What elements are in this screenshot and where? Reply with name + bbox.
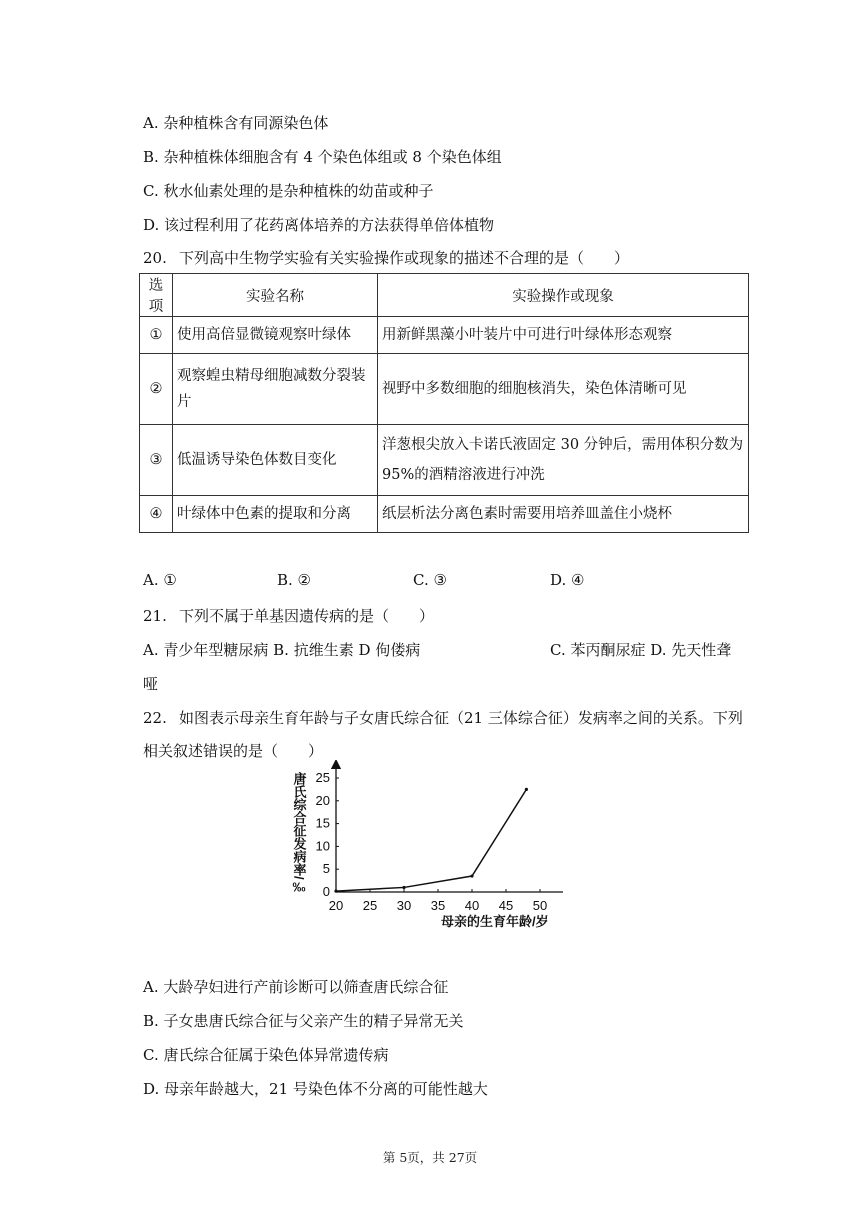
chart-x-tick-label: 25	[362, 898, 378, 913]
q20-option-c: C. ③	[413, 571, 447, 589]
q22-option-b: B. 子女患唐氏综合征与父亲产生的精子异常无关	[143, 1012, 464, 1030]
chart-x-tick-label: 30	[396, 898, 412, 913]
table-header-name: 实验名称	[173, 274, 378, 317]
chart-x-tick-label: 40	[464, 898, 480, 913]
table-cell-name: 使用高倍显微镜观察叶绿体	[173, 317, 378, 354]
chart-x-tick-label: 20	[328, 898, 344, 913]
table-cell-name: 观察蝗虫精母细胞减数分裂装片	[173, 354, 378, 425]
chart-x-tick-label: 50	[532, 898, 548, 913]
table-cell-option: ②	[140, 354, 173, 425]
chart-y-tick-label: 0	[322, 884, 330, 899]
chart-data-point	[334, 889, 337, 892]
table-row	[140, 354, 749, 425]
q22-stem: 如图表示母亲生育年龄与子女唐氏综合征（21 三体综合征）发病率之间的关系。下列	[179, 709, 743, 727]
chart-data-point	[470, 874, 473, 877]
chart-data-point	[525, 788, 528, 791]
table-header-option: 选项	[140, 274, 173, 317]
q21-stem: 下列不属于单基因遗传病的是（ ）	[179, 607, 435, 625]
table-cell-operation: 用新鲜黑藻小叶装片中可进行叶绿体形态观察	[378, 317, 749, 354]
q20-table	[139, 273, 749, 533]
q21-number: 21.	[143, 607, 167, 625]
chart-y-tick-label: 15	[315, 815, 330, 831]
chart-y-axis-label: 唐氏综合征发病率/‰	[291, 772, 307, 895]
q20-option-d: D. ④	[550, 571, 585, 589]
q19-option-b: B. 杂种植株体细胞含有 4 个染色体组或 8 个染色体组	[143, 148, 502, 166]
q22-stem-line-2: 相关叙述错误的是（ ）	[143, 742, 324, 760]
chart-series-line	[336, 789, 526, 891]
chart-axes	[336, 764, 563, 892]
chart-y-tick-label: 10	[315, 838, 330, 854]
table-header-row	[140, 274, 749, 317]
chart-data-point	[402, 886, 405, 889]
q20-number: 20.	[143, 249, 167, 267]
table-cell-operation: 视野中多数细胞的细胞核消失，染色体清晰可见	[378, 354, 749, 425]
q22-option-c: C. 唐氏综合征属于染色体异常遗传病	[143, 1046, 389, 1064]
table-row	[140, 425, 749, 496]
chart-points	[334, 788, 528, 893]
table-cell-option: ④	[140, 496, 173, 533]
chart-x-tick-label: 35	[430, 898, 446, 913]
q19-option-a: A. 杂种植株含有同源染色体	[143, 114, 329, 132]
q20-stem-line	[143, 247, 629, 268]
table-cell-name: 低温诱导染色体数目变化	[173, 425, 378, 496]
table-cell-operation: 洋葱根尖放入卡诺氏液固定 30 分钟后，需用体积分数为95%的酒精溶液进行冲洗	[378, 425, 749, 496]
table-cell-name: 叶绿体中色素的提取和分离	[173, 496, 378, 533]
q20-option-a: A. ①	[143, 571, 177, 589]
q19-option-c: C. 秋水仙素处理的是杂种植株的幼苗或种子	[143, 182, 434, 200]
q22-number: 22.	[143, 709, 167, 727]
q20-stem: 下列高中生物学实验有关实验操作或现象的描述不合理的是（ ）	[179, 249, 630, 267]
q22-option-a: A. 大龄孕妇进行产前诊断可以筛查唐氏综合征	[143, 978, 449, 996]
table-cell-option: ③	[140, 425, 173, 496]
chart-y-tick-label: 25	[315, 770, 330, 785]
q21-options-right: C. 苯丙酮尿症 D. 先天性聋	[550, 641, 732, 659]
table-header-operation: 实验操作或现象	[378, 274, 749, 317]
table-cell-option: ①	[140, 317, 173, 354]
q22-stem-line	[143, 707, 743, 728]
q22-line-chart	[288, 760, 578, 935]
table-row	[140, 496, 749, 533]
chart-x-tick-label: 45	[498, 898, 514, 913]
q21-options-left: A. 青少年型糖尿病 B. 抗维生素 D 佝偻病	[143, 641, 421, 659]
chart-y-tick-label: 5	[322, 861, 330, 877]
q19-option-d: D. 该过程利用了花药离体培养的方法获得单倍体植物	[143, 216, 495, 234]
chart-x-axis-label: 母亲的生育年龄/岁	[441, 914, 549, 929]
chart-y-tick-label: 20	[315, 792, 330, 808]
table-row	[140, 317, 749, 354]
page-footer: 第 5页，共 27页	[382, 1150, 478, 1165]
q21-options-wrap: 哑	[143, 675, 159, 693]
q22-option-d: D. 母亲年龄越大，21 号染色体不分离的可能性越大	[143, 1080, 488, 1098]
q20-option-b: B. ②	[277, 571, 312, 589]
q21-stem-line	[143, 605, 434, 626]
table-cell-operation: 纸层析法分离色素时需要用培养皿盖住小烧杯	[378, 496, 749, 533]
